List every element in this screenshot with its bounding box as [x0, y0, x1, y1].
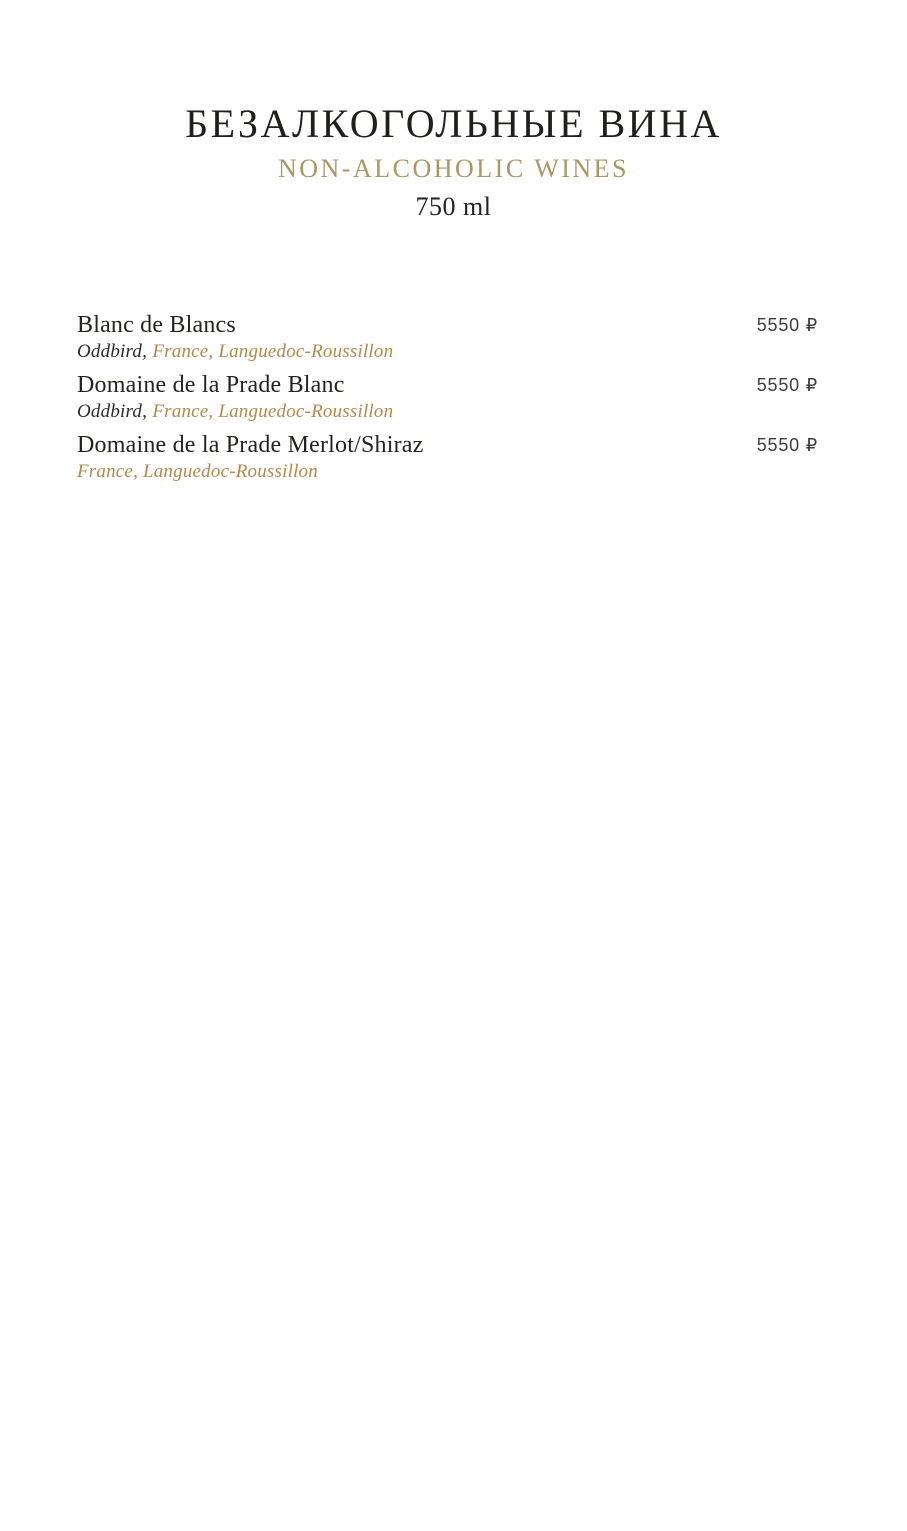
wine-price: 5550 ₽	[756, 375, 818, 395]
wine-producer: Oddbird,	[77, 341, 148, 362]
page-title-english: NON-ALCOHOLIC WINES	[277, 154, 630, 183]
wine-origin: France, Languedoc-Roussillon	[152, 401, 394, 422]
wine-name: Domaine de la Prade Blanc	[77, 372, 345, 398]
wine-price: 5550 ₽	[756, 315, 818, 335]
wine-sub	[77, 460, 424, 484]
menu-header	[0, 0, 907, 220]
wine-list	[0, 310, 907, 484]
wine-entry	[77, 430, 818, 484]
wine-text	[77, 370, 393, 424]
wine-producer: Oddbird,	[77, 401, 148, 422]
serving-volume: 750 ml	[415, 192, 492, 221]
wine-price: 5550 ₽	[756, 435, 818, 455]
wine-text	[77, 310, 393, 364]
wine-name: Blanc de Blancs	[77, 312, 236, 338]
wine-text	[77, 430, 424, 484]
wine-name: Domaine de la Prade Merlot/Shiraz	[77, 432, 424, 458]
wine-entry	[77, 370, 818, 424]
wine-entry	[77, 310, 818, 364]
wine-origin: France, Languedoc-Roussillon	[77, 461, 318, 482]
wine-sub	[77, 340, 393, 364]
wine-sub	[77, 400, 393, 424]
wine-origin: France, Languedoc-Roussillon	[152, 341, 394, 362]
page-title-russian: БЕЗАЛКОГОЛЬНЫЕ ВИНА	[185, 101, 722, 146]
